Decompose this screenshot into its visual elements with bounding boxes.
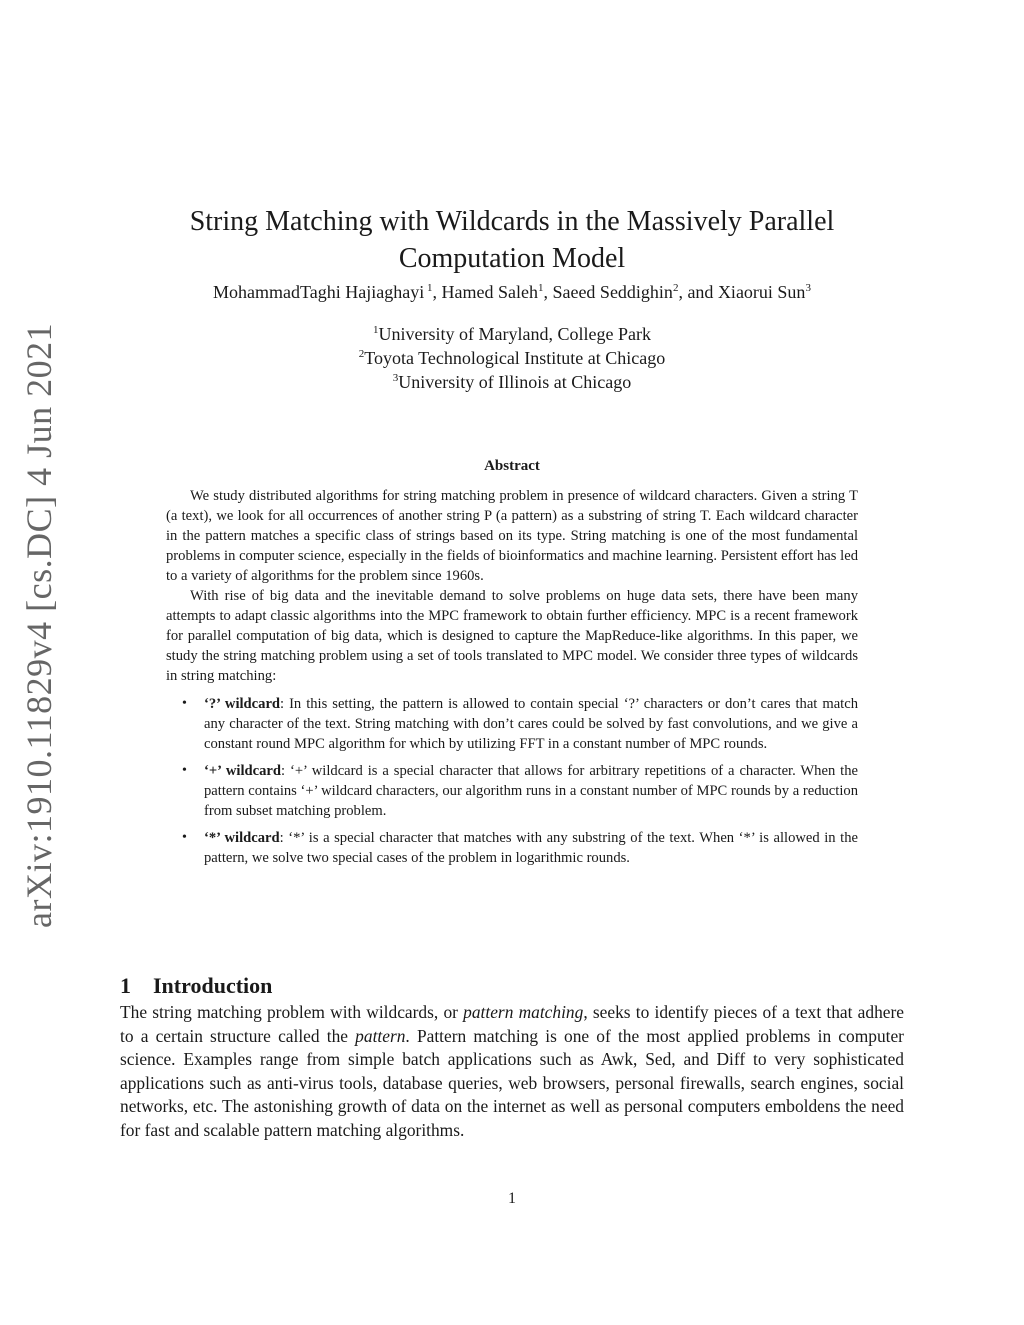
author-separator: ,	[432, 282, 442, 302]
bullet-icon: •	[182, 763, 187, 778]
abstract-heading: Abstract	[484, 458, 540, 474]
affiliation-mark: 3	[392, 372, 399, 384]
intro-text: , seeks to identify pieces of a text that adhere to a certain structure called the	[120, 1002, 904, 1046]
arxiv-identifier[interactable]: arXiv:1910.11829v4 [cs.DC] 4 Jun 2021	[19, 322, 59, 928]
wildcard-label: ‘?’ wildcard	[204, 696, 281, 712]
author-name: Saeed Seddighin	[552, 282, 673, 302]
intro-text: . Pattern matching is one of the most applied problems in computer science. Examples range from simple batch applications such as Awk, Sed, and Diff to very sophisticated applications such as anti-virus tools, database queries, web browsers, personal firewalls, search engines, social networks, etc. The astonishing growth of data on the internet as well as personal computers emboldens the need for fast and scalable pattern matching algorithms.	[120, 1025, 904, 1140]
intro-emphasis: pattern matching	[463, 1002, 584, 1022]
bullet-icon: •	[182, 696, 187, 711]
title-line-2: Computation Model	[398, 242, 626, 274]
author-affiliation-mark: 2	[672, 282, 679, 294]
wildcard-label: ‘+’ wildcard	[204, 763, 281, 779]
author-affiliation-mark: 1	[424, 282, 433, 294]
list-item	[182, 761, 858, 821]
author-separator: , and	[678, 282, 718, 302]
section-number: 1	[120, 973, 131, 999]
author-separator: ,	[543, 282, 553, 302]
wildcard-label: ‘*’ wildcard	[204, 830, 280, 846]
page-number: 1	[508, 1190, 516, 1207]
abstract-paragraph-2: With rise of big data and the inevitable demand to solve problems on huge data sets, there have been many attempts to adapt classic algorithms into the MPC framework to obtain further efficiency. MPC is a recent framework for parallel computation of big data, which is designed to capture the MapReduce-like algorithms. In this paper, we study the string matching problem using a set of tools translated to MPC model. We consider three types of wildcards in string matching:	[166, 588, 858, 684]
paper-title	[150, 203, 874, 277]
affiliation-mark: 2	[358, 348, 365, 360]
wildcard-description: : ‘*’ is a special character that matches with any substring of the text. When ‘*’ is allowed in the pattern, we solve two special cases of the problem in logarithmic rounds.	[204, 830, 858, 866]
wildcard-description: : In this setting, the pattern is allowed to contain special ‘?’ characters or don’t cares that match any character of the text. String matching with don’t cares could be solved by fast convolutions, and we give a constant round MPC algorithm for which by utilizing FFT in a constant number of MPC rounds.	[204, 696, 858, 752]
abstract-body	[166, 486, 858, 875]
title-line-1: String Matching with Wildcards in the Massively Parallel	[189, 205, 835, 237]
intro-text: The string matching problem with wildcards, or	[120, 1002, 464, 1022]
author-name: MohammadTaghi Hajiaghayi	[213, 282, 425, 302]
wildcard-list	[166, 694, 858, 868]
author-affiliation-mark: 3	[805, 282, 811, 294]
intro-emphasis: pattern	[355, 1025, 406, 1046]
affiliation-text: University of Illinois at Chicago	[398, 372, 632, 392]
author-name: Hamed Saleh	[441, 282, 538, 302]
wildcard-description: : ‘+’ wildcard is a special character that allows for arbitrary repetitions of a character. When the pattern contains ‘+’ wildcard characters, our algorithm runs in a constant number of MPC rounds by a reduction from subset matching problem.	[204, 763, 858, 819]
author-name: Xiaorui Sun	[717, 282, 806, 302]
section-title: Introduction	[153, 973, 273, 999]
section-heading	[120, 973, 272, 999]
author-list	[120, 282, 904, 303]
list-item	[182, 828, 858, 868]
list-item	[182, 694, 858, 754]
author-affiliation-mark: 1	[537, 282, 544, 294]
affiliation	[200, 322, 824, 346]
affiliation-text: Toyota Technological Institute at Chicago	[364, 348, 666, 368]
affiliation-text: University of Maryland, College Park	[378, 324, 651, 344]
affiliation	[200, 370, 824, 394]
bullet-icon: •	[182, 830, 187, 845]
affiliation-list	[200, 322, 824, 394]
introduction-paragraph	[120, 1001, 904, 1142]
abstract-paragraph-1: We study distributed algorithms for string matching problem in presence of wildcard characters. Given a string T (a text), we look for all occurrences of another string P (a pattern) as a substring of string T. Each wildcard character in the pattern matches a specific class of strings based on its type. String matching is one of the most fundamental problems in computer science, especially in the fields of bioinformatics and machine learning. Persistent effort has led to a variety of algorithms for the problem since 1960s.	[166, 488, 858, 584]
affiliation	[200, 346, 824, 370]
affiliation-mark: 1	[373, 324, 379, 336]
